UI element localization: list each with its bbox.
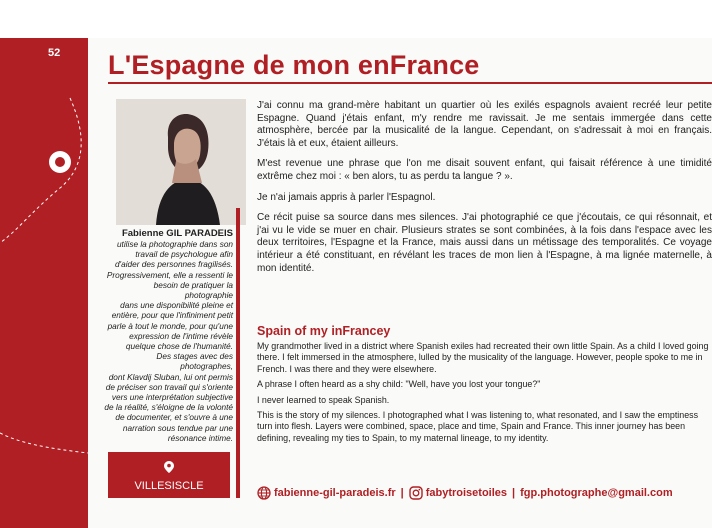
bio-line: de la réalité, s'éloigne de la volonté [104, 403, 233, 413]
bio-line: entière, pour que l'infiniment petit [111, 311, 233, 321]
english-paragraph: A phrase I often heard as a shy child: "Well, have you lost your tongue?" [257, 379, 541, 390]
bio-line: quelque chose de l'humanité. [125, 342, 233, 352]
photographer-bio [104, 240, 233, 444]
bio-line: besoin de pratiquer la photographie [153, 280, 233, 301]
top-margin [0, 0, 712, 38]
contact-footer [257, 486, 712, 502]
bio-line: narration sous tendue par une [122, 423, 233, 433]
french-text [257, 100, 712, 283]
location-label: VILLESISCLE [134, 480, 204, 492]
bio-line: résonance intime. [167, 433, 233, 443]
title-underline [108, 82, 712, 84]
location-box [108, 452, 230, 498]
photographer-name: Fabienne GIL PARADEIS [121, 228, 233, 239]
french-paragraph: Ce récit puise sa source dans mes silences. J'ai photographié ce que j'écoutais, ce qui résonnait, et j'ai vu le vide se muer en chair. Plusieurs strates se sont combinées, à la fois dans l'espace avec les deux territoires, l'Espagne et la France, mais aussi dans un métissage des temporalités. Ce voyage intérieur a été constituant, en révélant les traces de mon lien à l'Espagne, à ma lignée maternelle, à mon identité. [257, 212, 712, 274]
bio-accent-bar [236, 208, 240, 498]
globe-icon [257, 486, 271, 500]
french-paragraph: J'ai connu ma grand-mère habitant un quartier où les exilés espagnols avaient recréé leur petite Espagne. Quand j'étais enfant, m'y rendre me ravissait. Je me sentais immergée dans cette atmosphère, bercée par la musicalité de la langue. Cependant, on s'adressait à moi en français. J'étais là et eux, étaient ailleurs. [257, 100, 712, 149]
bio-line: utilise la photographie dans son [116, 240, 233, 249]
bio-line: dans une disponibilité pleine et [120, 301, 233, 311]
page-title: L'Espagne de mon enFrance [108, 50, 480, 80]
website-link[interactable]: fabienne-gil-paradeis.fr [274, 487, 396, 499]
email-link[interactable]: fgp.photographe@gmail.com [520, 487, 673, 499]
bio-line: travail de psychologue afin [135, 250, 233, 260]
bio-line: Progressivement, elle a ressenti le [106, 270, 233, 280]
footer-separator: | [512, 487, 516, 499]
portrait-photo [116, 99, 246, 225]
page-number: 52 [48, 47, 61, 59]
bio-line: parle à tout le monde, pour qu'une [107, 321, 233, 331]
instagram-handle[interactable]: fabytroisetoiles [425, 487, 508, 499]
bio-line: vers une interprétation subjective [111, 393, 233, 403]
bio-line: expression de l'intime révèle [129, 331, 233, 341]
footer-separator: | [400, 487, 404, 499]
bio-line: Des stages avec des photographes, [156, 352, 233, 372]
french-paragraph: M'est revenue une phrase que l'on me disait souvent enfant, qui faisait référence à une timidité extrême chez moi : « ben alors, tu as perdu ta langue ? ». [257, 158, 712, 182]
english-text [257, 341, 712, 448]
bio-line: de documenter, et s'ouvre à une [115, 413, 233, 423]
location-pin-icon [164, 461, 174, 473]
english-title: Spain of my inFrancey [257, 324, 391, 338]
route-pin-icon [49, 151, 71, 173]
english-paragraph: I never learned to speak Spanish. [257, 394, 390, 405]
bio-line: d'aider des personnes fragilisés. [114, 260, 233, 270]
english-paragraph: My grandmother lived in a district where Spanish exiles had recreated their own little Spain. As a child I loved going there. I felt immersed in the atmosphere, lulled by the musicality of the language. However, people spoke to me in French. I was there and they were elsewhere. [257, 341, 709, 374]
bio-line: de préciser son travail qui s'oriente [105, 382, 233, 392]
english-paragraph: This is the story of my silences. I photographed what I was listening to, what resonated, and I saw the emptiness turn into flesh. Layers were combined, space, place and time, Spain and France. This inner journey has been defining, revealing my ties to Spain, to my maternal lineage, to my identity. [257, 410, 699, 443]
french-paragraph: Je n'ai jamais appris à parler l'Espagnol. [257, 191, 436, 203]
instagram-icon [409, 486, 423, 500]
bio-line: dont Klavdij Sluban, lui ont permis [108, 372, 233, 382]
sidebar-dashed-route [0, 38, 88, 528]
